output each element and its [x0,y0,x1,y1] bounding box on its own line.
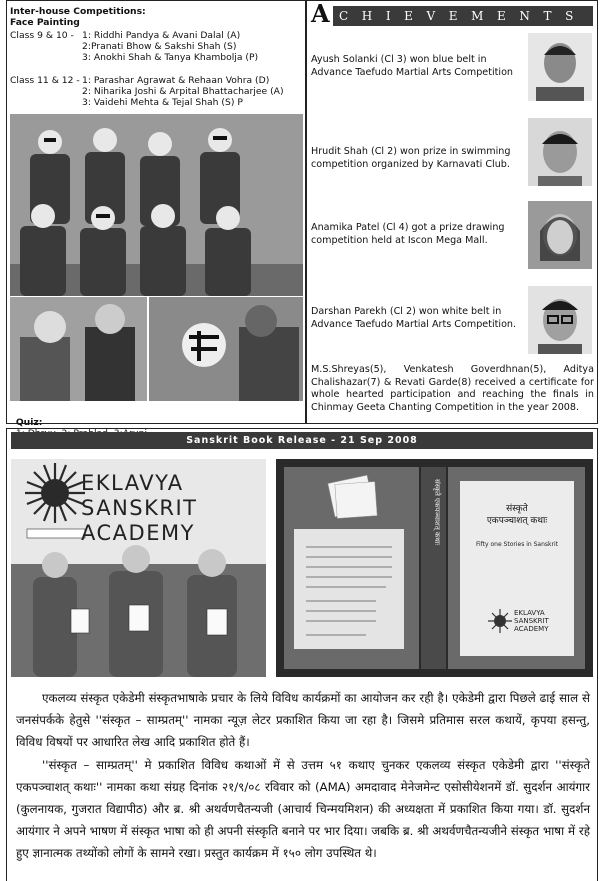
class-11-12-entry-2: 2: Niharika Joshi & Arpital Bhattacharjee (A) [82,86,284,97]
book-release-paragraph-1: एकलव्य संस्कृत एकेडेमी संस्कृतभाषाके प्रचार के लिये विविध कार्यक्रमों का आयोजन कर रही है। एकेडेमी द्वारा पिछले ढाई साल से जनसंपर्कके हेतुसे ''संस्कृत – साम्प्रतम्'' नामका न्यूज़ लेटर प्रकाशित किया जा रहा है। जिसमे प्रतिमास सरल कथायें, कृपया हसन्तु, विविध विषयों पर आधारित लेख आदि प्रकाशित होते हैं। [16,691,590,749]
achievement-photo-2 [528,118,592,186]
competitions-subtitle: Face Painting [10,17,80,28]
achievements-heading [311,0,593,28]
book-cover-image [276,459,593,677]
book-release-title-bar [11,432,593,449]
achievement-item-4: Darshan Parekh (Cl 2) won white belt in Advance Taefudo Martial Arts Competition. [311,306,517,330]
face-painting-photo-left [10,297,147,401]
achievement-photo-3 [528,201,592,269]
achievement-photo-1 [528,33,592,101]
book-logo: EKLAVYA SANSKRIT ACADEMY [514,609,549,633]
book-subtitle: Fifty one Stories in Sanskrit [475,541,558,548]
class-9-10-label: Class 9 & 10 - [10,30,74,41]
book-spine-text: संस्कृते एकपञ्चाशत् कथाः [433,479,441,545]
class-11-12-entry-3: 3: Vaidehi Mehta & Tejal Shah (S) P [82,97,243,108]
achievement-item-1: Ayush Solanki (Cl 3) won blue belt in Advance Taefudo Martial Arts Competition [311,54,514,78]
face-painting-group-photo [10,114,303,296]
book-release-title: Sanskrit Book Release - 21 Sep 2008 [186,435,418,446]
achievement-item-3: Anamika Patel (Cl 4) got a prize drawing competition held at Iscon Mega Mall. [311,222,505,246]
class-11-12-entry-1: 1: Parashar Agrawat & Rehaan Vohra (D) [82,75,270,86]
class-9-10-entry-3: 3: Anokhi Shah & Tanya Khambolja (P) [82,52,259,63]
book-release-paragraph-2: ''संस्कृत – साम्प्रतम्'' मे प्रकाशित विविध कथाओं में से उत्तम ५१ कथाए चुनकर एकलव्य संस्कृत एकेडेमी द्वारा ''संस्कृते एकपञ्चाशत् कथाः'' नामका कथा संग्रह दिनांक २१/९/०८ रविवार को (AMA) अमदावाद मेनेजमेन्ट एसोसीयेशनमें डॉ. सुदर्शन आयंगार (कुलनायक, गुजरात विद्यापीठ) और ब्र. श्री अथर्वणचैतन्यजी (आचार्य चिन्मयमिशन) की अध्यक्षता में प्रकाशित किया गया। डॉ. सुदर्शन आयंगार ने अपने भाषण में संस्कृत भाषा को ही अपनी संस्कृति बनाने पर भार दिया। जबकि ब्र. श्री अथर्वणचैतन्यजीने संस्कृत भाषा में रहे हुए ज्ञानात्मक तथ्योंको लोगों के सामने रखा। प्रस्तुत कार्यक्रम में १५० लोग उपस्थित थे। [16,758,590,860]
achievement-item-2: Hrudit Shah (Cl 2) won prize in swimming competition organized by Karnavati Club. [311,146,511,170]
quiz-label: Quiz: [15,417,43,429]
logo-line-3: ACADEMY [81,521,195,545]
book-release-event-photo [11,459,266,677]
book-title: संस्कृते एकपञ्चाशत् कथाः [486,504,548,526]
class-9-10-entry-1: 1: Riddhi Pandya & Avani Dalal (A) [82,30,241,41]
achievements-footer: M.S.Shreyas(5), Venkatesh Goverdhnan(5), Aditya Chalishazar(7) & Revati Garde(8) received a certificate for whole hearted participation and reaching the finals in Chinmay Geeta Chanting Competition in the year 2008. [311,364,594,413]
face-painting-photo-right [149,297,303,401]
achievements-heading-bar [333,6,593,26]
achievements-initial: A [311,0,330,28]
achievements-heading-text: CHIEVEMENTS [339,9,587,23]
logo-line-1: EKLAVYA [81,471,184,495]
competitions-title: Inter-house Competitions: [10,6,146,17]
class-9-10-entry-2: 2:Pranati Bhow & Sakshi Shah (S) [82,41,237,52]
academy-logo-text [81,471,198,546]
logo-line-2: SANSKRIT [81,496,198,520]
class-11-12-label: Class 11 & 12 - [10,75,80,86]
achievement-photo-4 [528,286,592,354]
